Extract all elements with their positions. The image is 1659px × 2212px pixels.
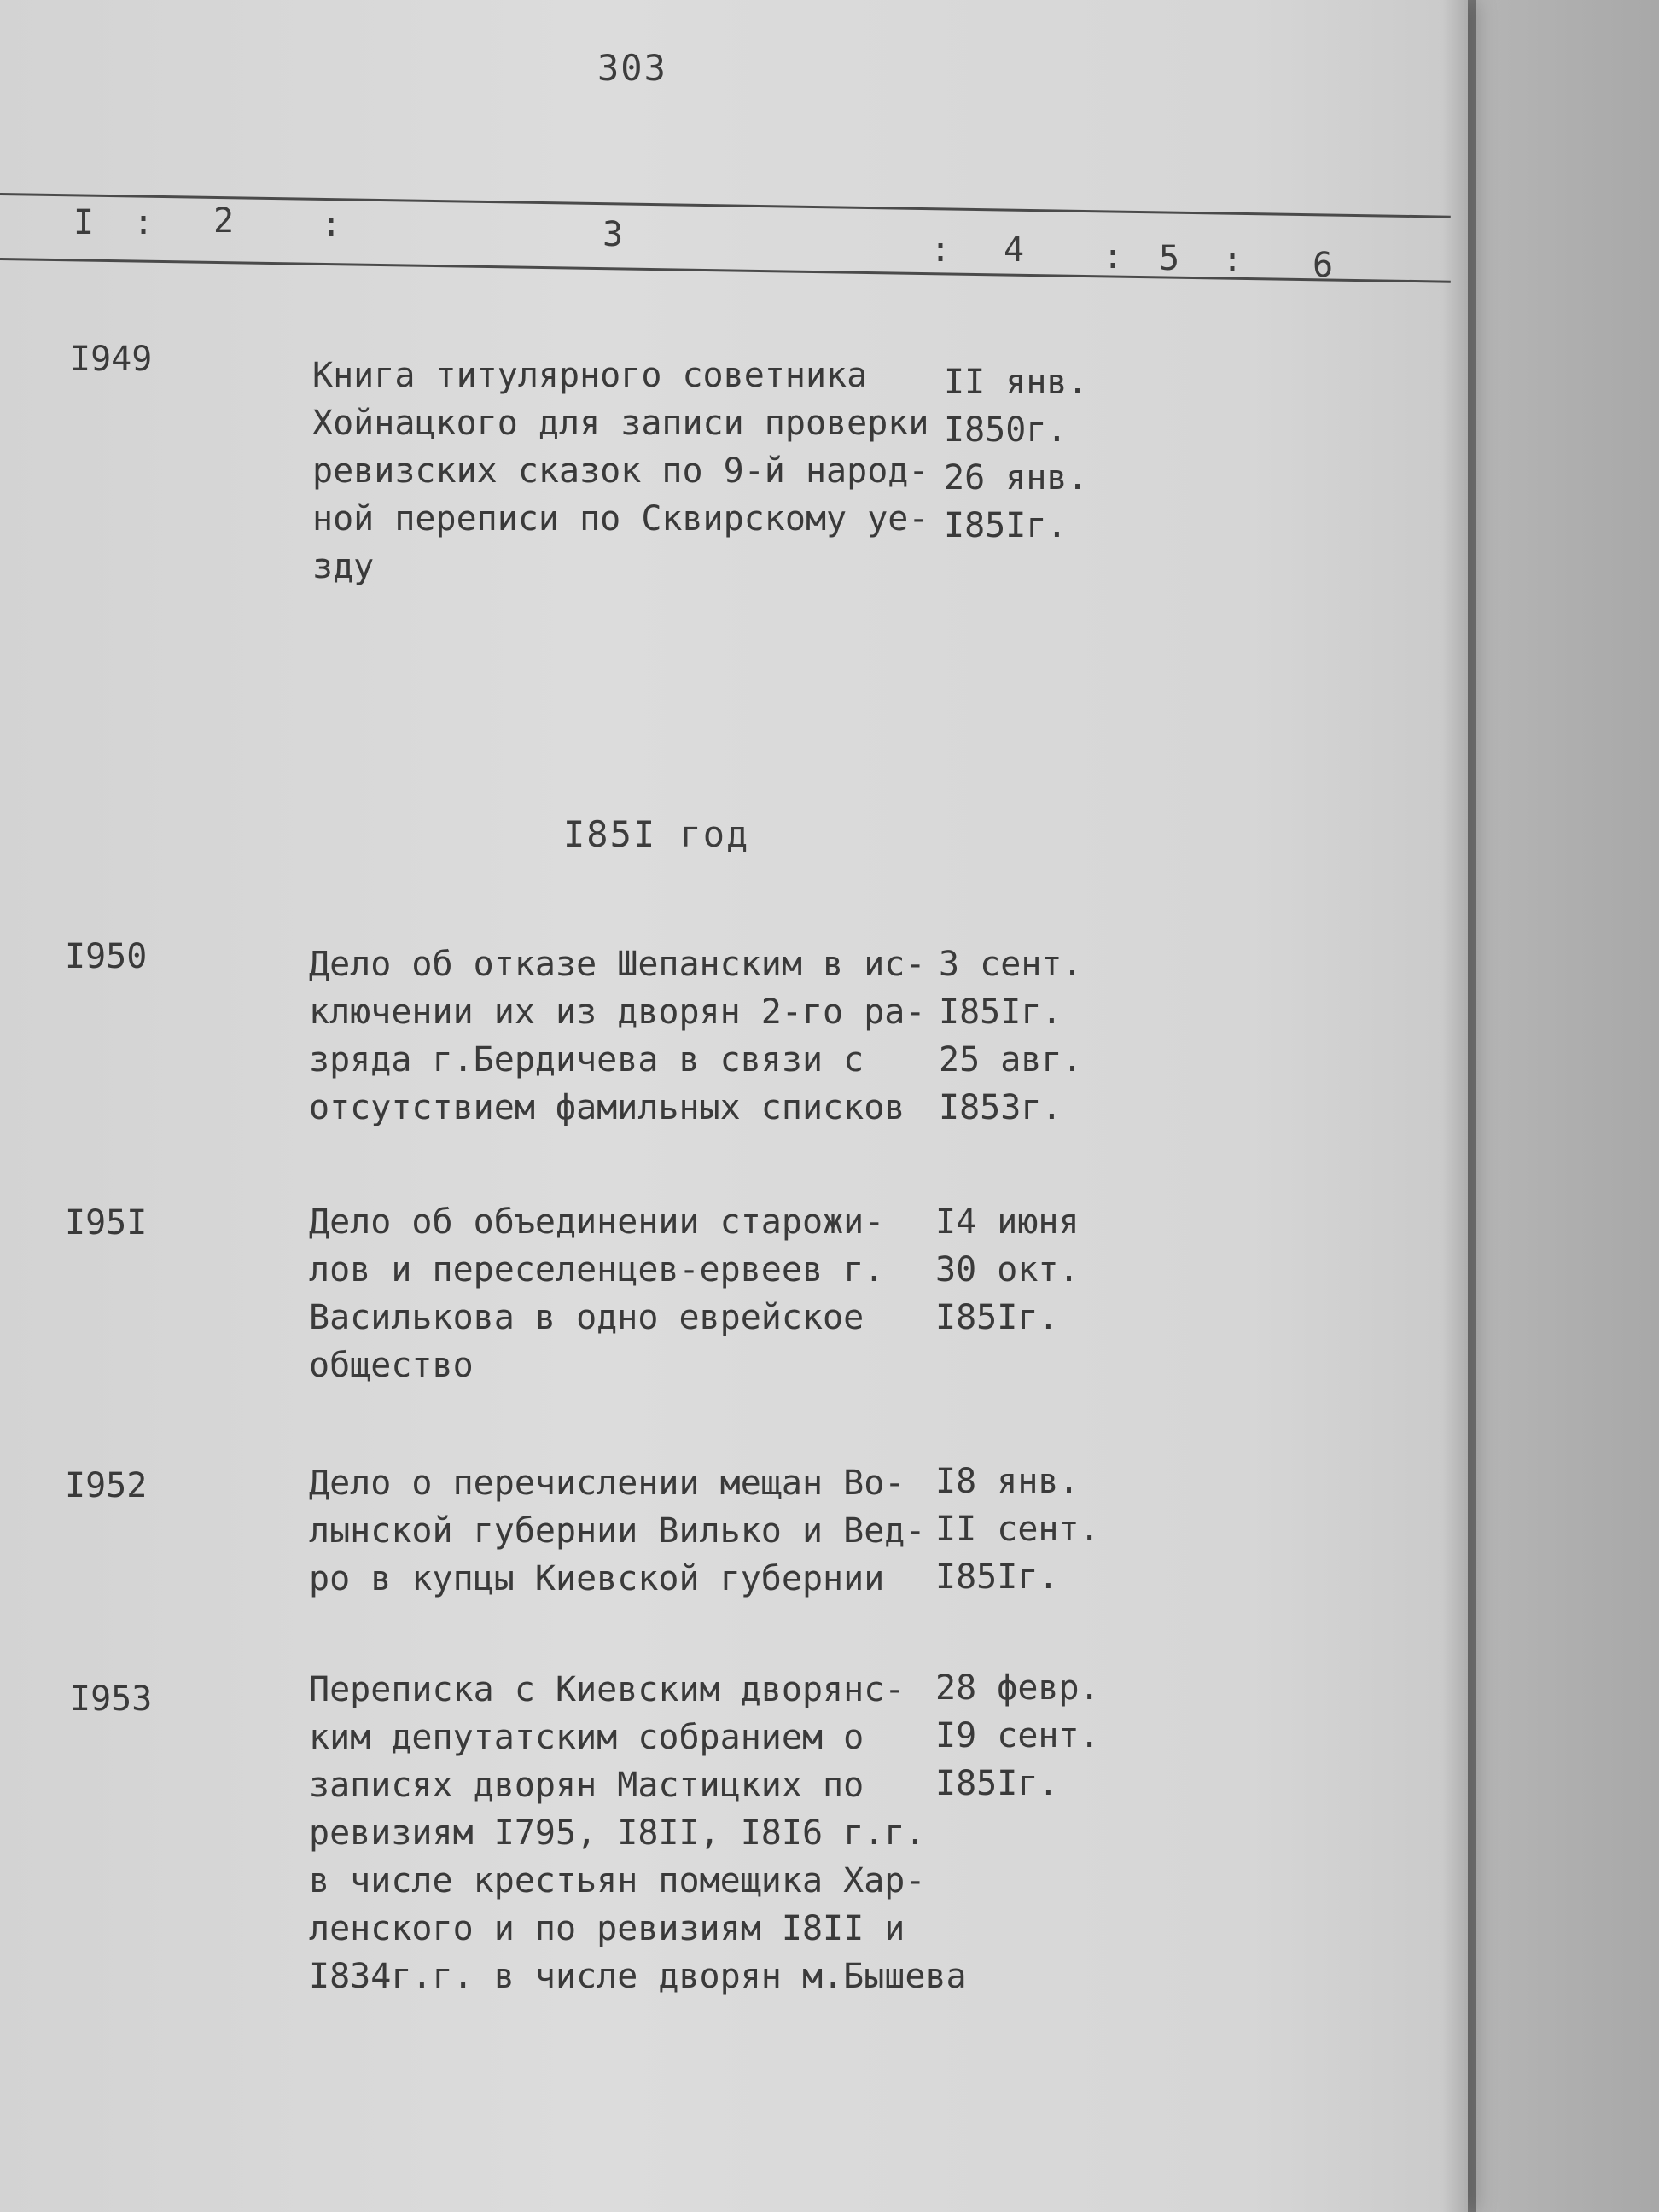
entry-description <box>309 940 975 1132</box>
entry-dates <box>935 1664 1100 1807</box>
entry-number: I95I <box>65 1203 148 1243</box>
entry-date: I85Iг. <box>935 1557 1059 1597</box>
entry-date: I85Iг. <box>939 992 1062 1032</box>
entry-line: зряда г.Бердичева в связи с <box>309 1040 864 1080</box>
entry-description <box>309 1459 975 1603</box>
entry-date: I85Iг. <box>944 506 1068 545</box>
entry-date: I4 июня <box>935 1202 1080 1242</box>
column-separator: : <box>1103 237 1124 276</box>
entry-dates <box>935 1458 1100 1601</box>
entry-line: Хойнацкого для записи проверки <box>312 404 929 443</box>
column-header-3: 3 <box>602 215 624 254</box>
entry-line: Книга титулярного советника <box>312 356 868 395</box>
entry-date: I8 янв. <box>935 1462 1080 1501</box>
entry-description <box>309 1198 975 1389</box>
entry-line: Дело об отказе Шепанским в ис- <box>309 945 926 984</box>
column-separator: : <box>930 230 952 270</box>
entry-date: I85Iг. <box>935 1298 1059 1337</box>
entry-date: II янв. <box>944 363 1088 402</box>
entry-number: I953 <box>70 1679 153 1719</box>
column-separator: : <box>1222 241 1243 280</box>
entry-description <box>309 1666 992 2000</box>
entry-line: ревизских сказок по 9-й народ- <box>312 451 929 491</box>
entry-date: II сент. <box>935 1510 1100 1549</box>
entry-dates <box>935 1198 1080 1342</box>
entry-date: I85Iг. <box>935 1764 1059 1803</box>
entry-line: зду <box>312 547 375 586</box>
entry-number: I952 <box>65 1466 148 1505</box>
entry-description <box>312 352 978 591</box>
entry-line: I834г.г. в числе дворян м.Бышева <box>309 1957 967 1996</box>
entry-line: лов и переселенцев-ервеев г. <box>309 1250 885 1289</box>
entry-line: лынской губернии Вилько и Вед- <box>309 1511 926 1551</box>
column-header-5: 5 <box>1159 239 1180 278</box>
entry-line: ключении их из дворян 2-го ра- <box>309 992 926 1032</box>
entry-line: Василькова в одно еврейское <box>309 1298 864 1337</box>
entry-line: в числе крестьян помещика Хар- <box>309 1861 926 1901</box>
column-header-6: 6 <box>1313 246 1334 285</box>
entry-line: Дело об объединении старожи- <box>309 1202 885 1242</box>
entry-line: Дело о перечислении мещан Во- <box>309 1464 905 1503</box>
column-header-4: 4 <box>1004 230 1025 270</box>
entry-date: I9 сент. <box>935 1716 1100 1755</box>
column-separator: : <box>133 203 154 242</box>
adjacent-page <box>1476 0 1659 2212</box>
entry-date: 26 янв. <box>944 458 1088 498</box>
entry-line: записях дворян Мастицких по <box>309 1766 864 1805</box>
entry-date: I850г. <box>944 410 1068 450</box>
entry-line: ким депутатским собранием о <box>309 1718 864 1757</box>
entry-line: ленского и по ревизиям I8II и <box>309 1909 905 1948</box>
entry-line: ревизиям I795, I8II, I8I6 г.г. <box>309 1813 926 1853</box>
entry-number: I949 <box>70 340 153 379</box>
entry-line: Переписка с Киевским дворянс- <box>309 1670 905 1709</box>
column-header-2: 2 <box>213 201 235 241</box>
column-separator: : <box>321 205 342 244</box>
year-heading: I85I год <box>563 813 750 855</box>
entry-line: ной переписи по Сквирскому уе- <box>312 499 929 538</box>
entry-date: 30 окт. <box>935 1250 1080 1289</box>
entry-date: 3 сент. <box>939 945 1083 984</box>
entry-dates <box>944 358 1088 550</box>
entry-dates <box>939 940 1083 1132</box>
entry-date: 28 февр. <box>935 1668 1100 1708</box>
page-number: 303 <box>597 47 667 89</box>
entry-number: I950 <box>65 937 148 976</box>
column-header-1: I <box>73 203 95 242</box>
entry-date: I853г. <box>939 1088 1062 1127</box>
entry-date: 25 авг. <box>939 1040 1083 1080</box>
page-edge-shadow <box>1442 0 1476 2212</box>
entry-line: общество <box>309 1346 474 1385</box>
entry-line: отсутствием фамильных списков <box>309 1088 905 1127</box>
entry-line: ро в купцы Киевской губернии <box>309 1559 885 1598</box>
